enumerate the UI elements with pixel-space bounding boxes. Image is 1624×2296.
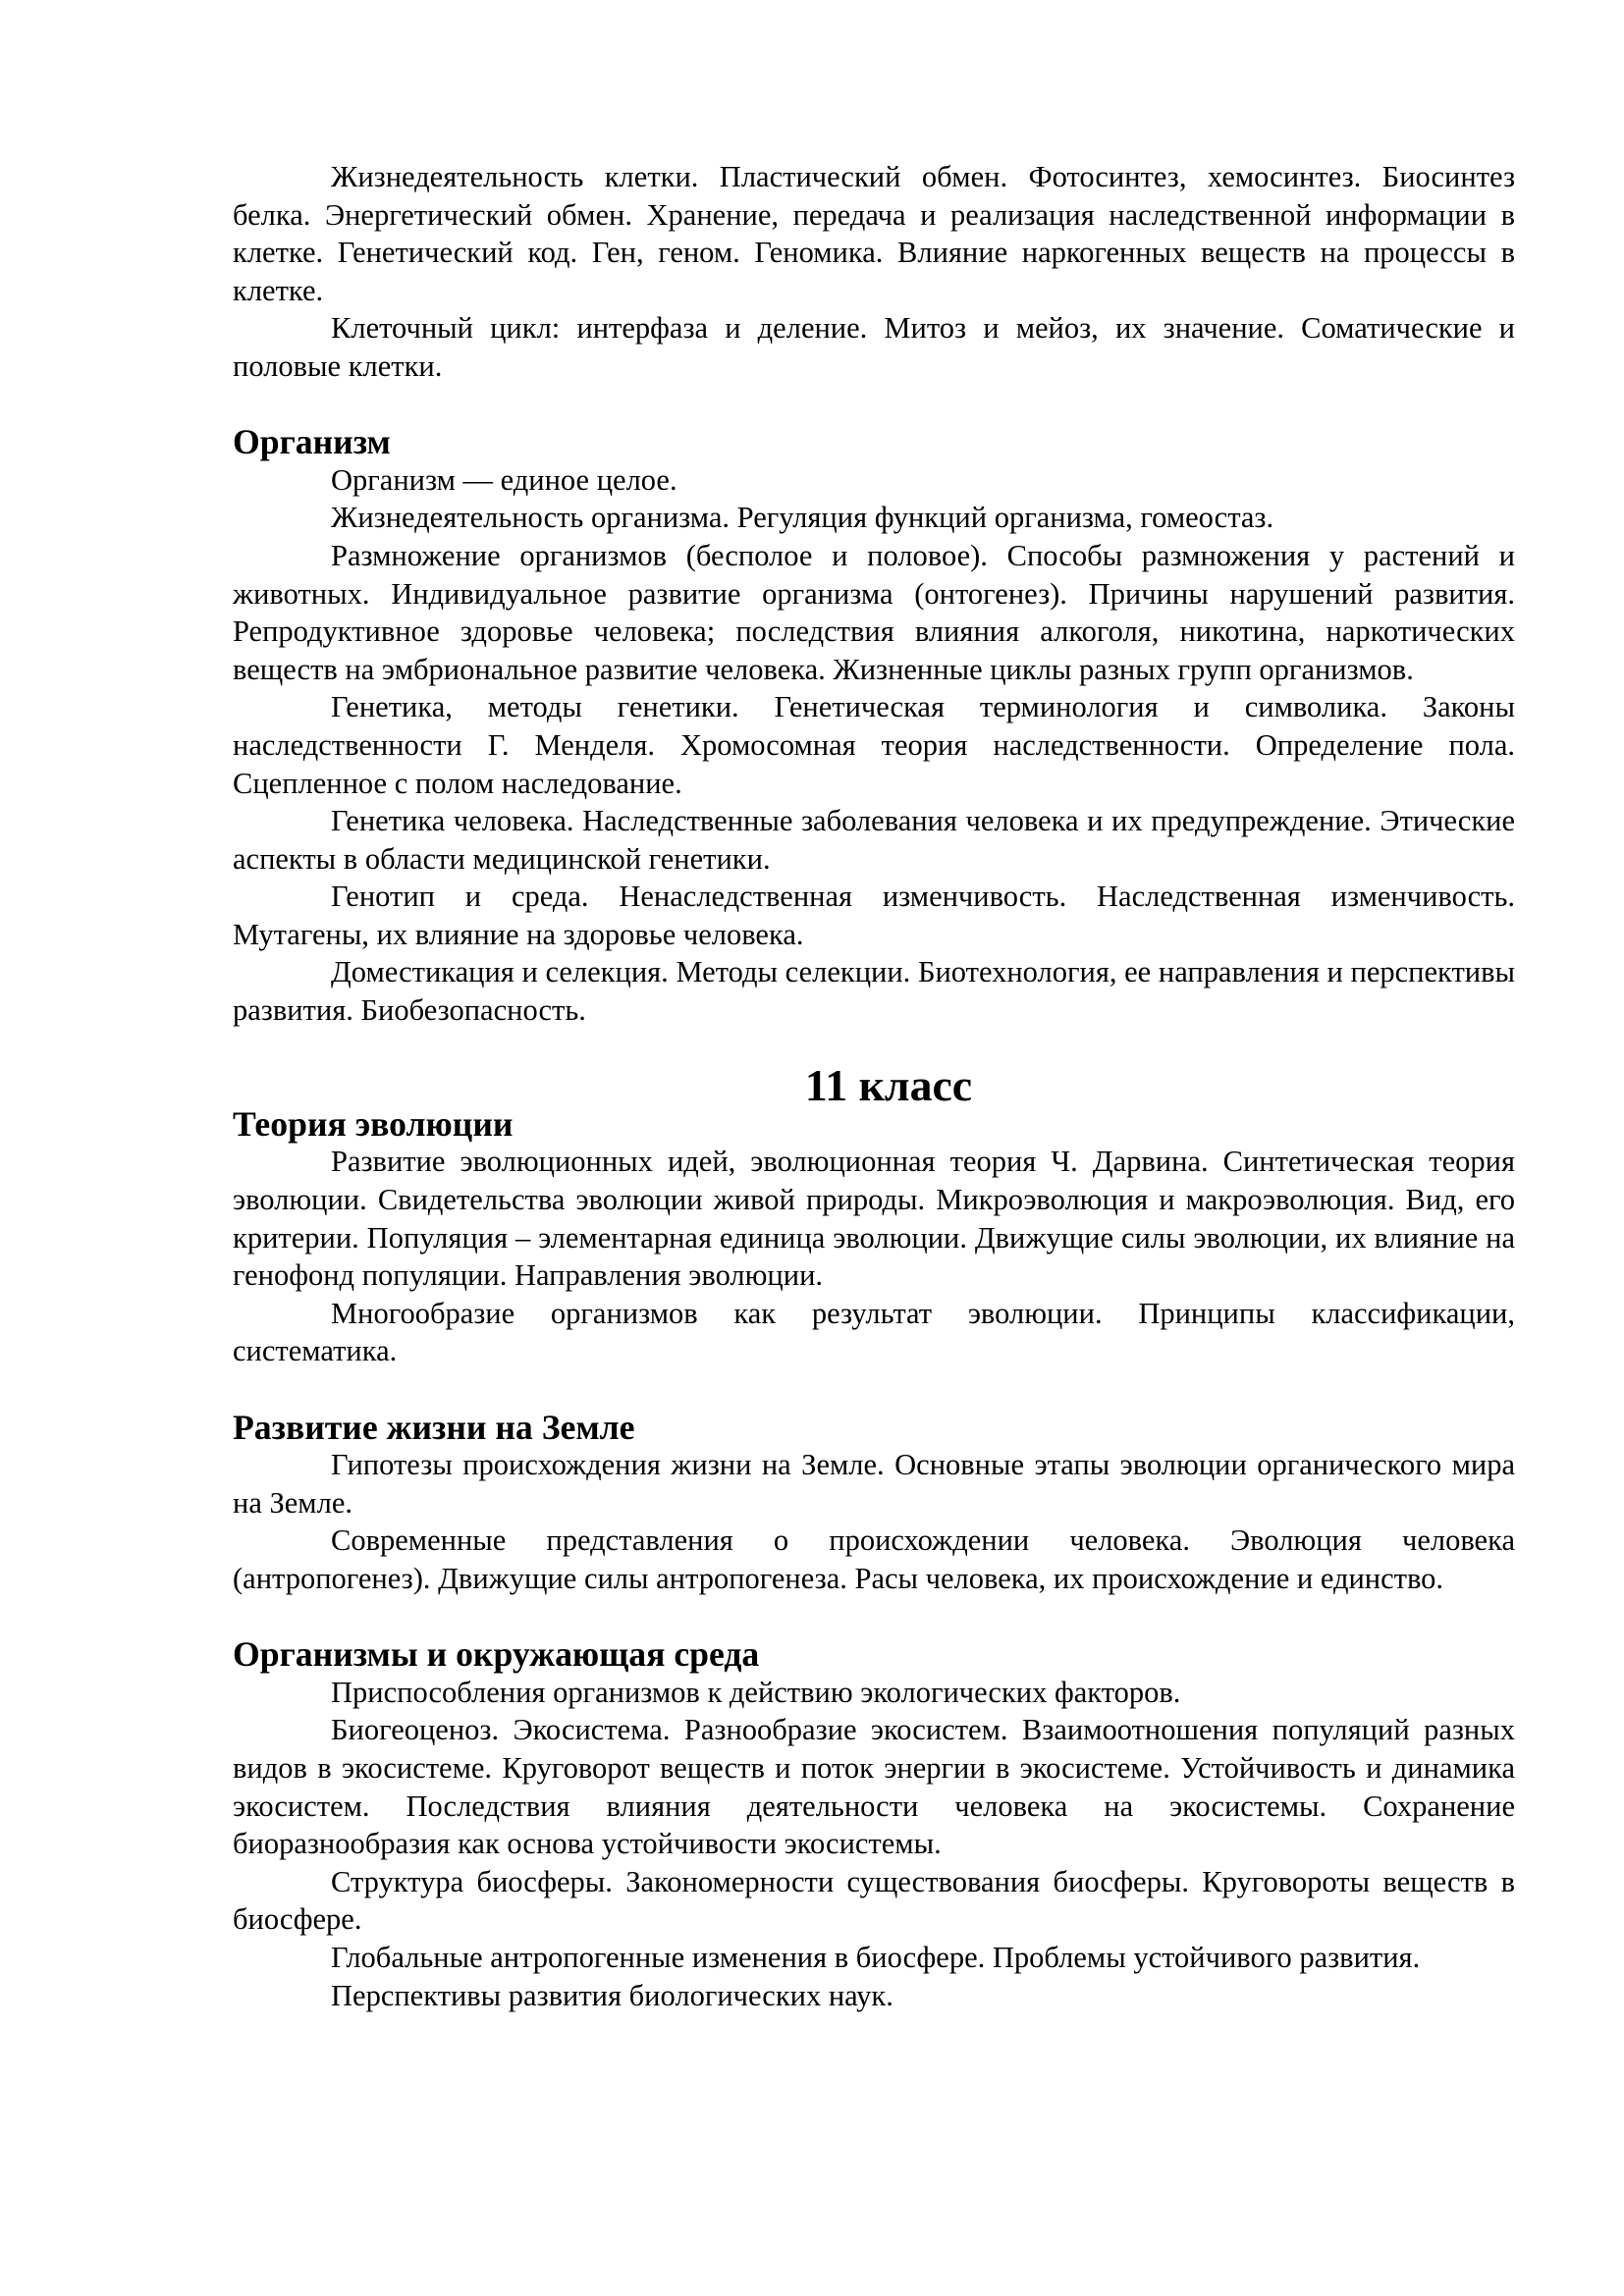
paragraph: Структура биосферы. Закономерности существования биосферы. Круговороты веществ в биосфере. — [233, 1864, 1515, 1937]
paragraph: Клеточный цикл: интерфаза и деление. Митоз и мейоз, их значение. Соматические и половые клетки. — [233, 311, 1515, 383]
section-heading: Организм — [233, 422, 391, 462]
paragraph: Генетика человека. Наследственные заболевания человека и их предупреждение. Этические аспекты в области медицинской генетики. — [233, 804, 1515, 876]
paragraph: Жизнедеятельность клетки. Пластический обмен. Фотосинтез, хемосинтез. Биосинтез белка. Энергетический обмен. Хранение, передача и реализация наследственной информации в клетке. Генетический код. Ген, геном. Геномика. Влияние наркогенных веществ на процессы в клетке. — [233, 160, 1515, 307]
paragraph: Развитие эволюционных идей, эволюционная теория Ч. Дарвина. Синтетическая теория эволюции. Свидетельства эволюции живой природы. Микроэволюция и макроэволюция. Вид, его критерии. Популяция – элементарная единица эволюции. Движущие силы эволюции, их влияние на генофонд популяции. Направления эволюции. — [233, 1145, 1515, 1293]
paragraph: Современные представления о происхождении человека. Эволюция человека (антропогенез). Движущие силы антропогенеза. Расы человека, их происхождение и единство. — [233, 1523, 1515, 1595]
section-environment — [233, 1635, 1515, 2014]
paragraph: Жизнедеятельность организма. Регуляция функций организма, гомеостаз. — [331, 501, 1274, 535]
section-cell-intro — [233, 158, 1515, 386]
spacer — [233, 386, 1515, 424]
paragraph: Многообразие организмов как результат эволюции. Принципы классификации, систематика. — [233, 1296, 1515, 1368]
section-life-on-earth — [233, 1409, 1515, 1598]
paragraph: Приспособления организмов к действию экологических факторов. — [331, 1675, 1181, 1709]
document-page — [233, 158, 1515, 2014]
spacer — [233, 1370, 1515, 1409]
paragraph: Биогеоценоз. Экосистема. Разнообразие экосистем. Взаимоотношения популяций разных видов в экосистеме. Круговорот веществ и поток энергии в экосистеме. Устойчивость и динамика экосистем. Последствия влияния деятельности человека на экосистемы. Сохранение биоразнообразия как основа устойчивости экосистемы. — [233, 1713, 1515, 1861]
section-heading: Организмы и окружающая среда — [233, 1634, 760, 1675]
paragraph: Доместикация и селекция. Методы селекции. Биотехнология, ее направления и перспективы развития. Биобезопасность. — [233, 955, 1515, 1028]
spacer — [233, 1598, 1515, 1636]
paragraph: Генотип и среда. Ненаследственная изменчивость. Наследственная изменчивость. Мутагены, их влияние на здоровье человека. — [233, 880, 1515, 951]
paragraph: Размножение организмов (бесполое и половое). Способы размножения у растений и животных. Индивидуальное развитие организма (онтогенез). Причины нарушений развития. Репродуктивное здоровье человека; последствия влияния алкоголя, никотина, наркотических веществ на эмбриональное развитие человека. Жизненные циклы разных групп организмов. — [233, 538, 1515, 686]
section-evolution — [233, 1105, 1515, 1370]
section-heading: Развитие жизни на Земле — [233, 1407, 635, 1447]
section-organism — [233, 423, 1515, 1030]
paragraph: Генетика, методы генетики. Генетическая терминология и символика. Законы наследственности Г. Менделя. Хромосомная теория наследственности. Определение пола. Сцепленное с полом наследование. — [233, 690, 1515, 800]
paragraph: Перспективы развития биологических наук. — [331, 1978, 893, 2012]
paragraph: Организм — единое целое. — [331, 462, 677, 497]
paragraph: Гипотезы происхождения жизни на Земле. Основные этапы эволюции органического мира на Земле. — [233, 1448, 1515, 1520]
section-heading: Теория эволюции — [233, 1103, 514, 1144]
grade-heading: 11 класс — [804, 1060, 973, 1111]
paragraph: Глобальные антропогенные изменения в биосфере. Проблемы устойчивого развития. — [331, 1940, 1421, 1974]
